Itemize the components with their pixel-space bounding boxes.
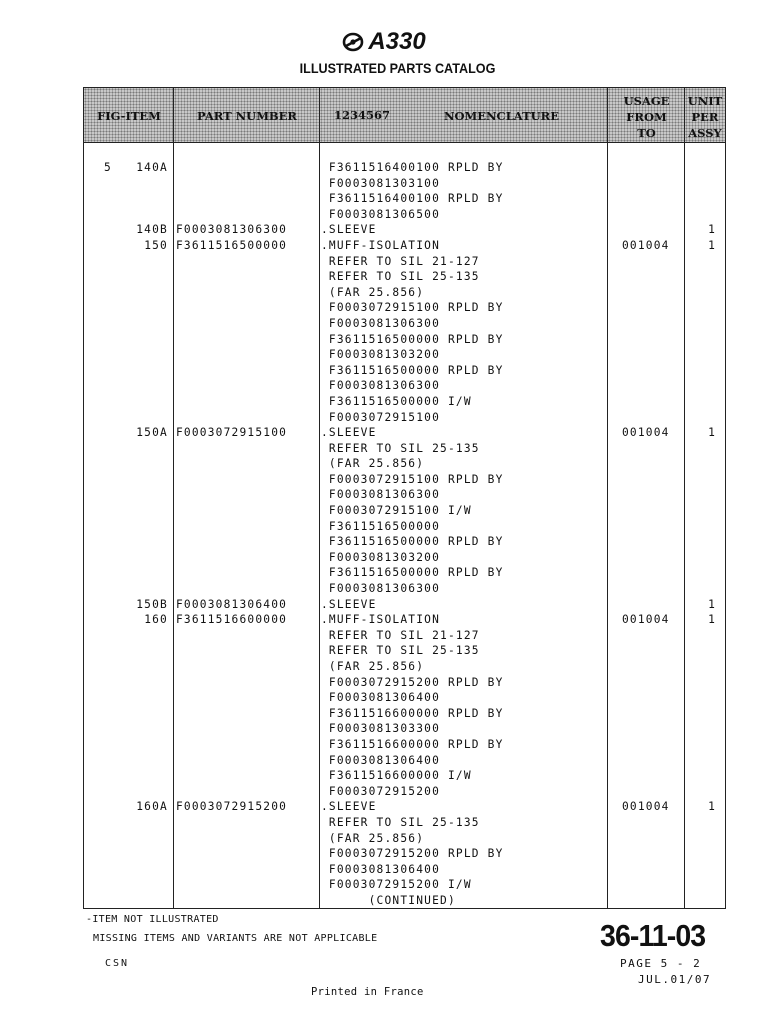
nomenclature-cell: REFER TO SIL 25-135 [321,815,480,829]
item-cell: 150 [144,238,168,252]
nomenclature-cell: .MUFF-ISOLATION [321,238,441,252]
nomenclature-cell: (FAR 25.856) [321,831,425,845]
nomenclature-cell: F3611516500000 I/W [321,394,472,408]
parts-table [83,87,726,909]
unit-per-assy-cell: 1 [708,426,716,440]
fig-cell: 5 [104,161,112,174]
footer-code: CSN [105,958,130,969]
airbus-logo-icon [342,31,366,59]
header-fig-item-label: FIG-ITEM [97,109,161,123]
aircraft-logo [0,28,768,59]
table-row [84,378,724,394]
table-row [84,254,724,270]
usage-cell: 001004 [622,800,670,814]
unit-per-assy-cell: 1 [708,238,716,252]
nomenclature-cell: F0003081306400 [321,862,441,876]
table-row [84,706,724,722]
nomenclature-cell: F0003072915100 RPLD BY [321,472,504,486]
nomenclature-cell: F3611516400100 RPLD BY [321,161,504,174]
nomenclature-cell: F0003072915200 I/W [321,878,472,892]
nomenclature-cell: F0003081306400 [321,753,441,767]
nomenclature-cell: F3611516600000 RPLD BY [321,737,504,751]
page-number: PAGE 5 - 2 [620,957,702,970]
nomenclature-cell: F0003081306500 [321,207,441,221]
header-effectivity-label: 1234567 [334,108,391,122]
table-row [84,347,724,363]
header-assy-label: ASSY [688,126,722,140]
usage-cell: 001004 [622,238,670,252]
table-row [84,877,724,893]
item-cell: 140B [136,223,168,237]
table-row [84,176,724,192]
table-row [84,363,724,379]
table-row [84,643,724,659]
table-row [84,285,724,301]
nomenclature-cell: F0003072915100 [321,410,441,424]
nomenclature-cell: .SLEEVE [321,800,377,814]
table-row [84,581,724,597]
header-usage-from-label: FROM [626,110,667,124]
table-row [84,316,724,332]
table-row [84,191,724,207]
parts-table-body [84,160,724,909]
nomenclature-cell: REFER TO SIL 21-127 [321,628,480,642]
table-row [84,394,724,410]
table-row [84,753,724,769]
nomenclature-cell: F0003072915100 I/W [321,504,472,518]
table-row [84,597,724,613]
nomenclature-cell: F3611516600000 I/W [321,769,472,783]
printed-in-label: Printed in France [311,986,424,998]
header-unit-label: UNIT [687,94,723,108]
table-row [84,534,724,550]
nomenclature-cell: REFER TO SIL 25-135 [321,270,480,284]
table-row [84,690,724,706]
nomenclature-cell: .SLEEVE [321,223,377,237]
table-row [84,160,724,176]
item-cell: 140A [136,161,168,174]
table-row [84,831,724,847]
table-row [84,862,724,878]
part-number-cell: F3611516600000 [176,613,288,627]
table-row [84,846,724,862]
header-usage-label: USAGE [623,94,670,108]
nomenclature-cell: (FAR 25.856) [321,285,425,299]
nomenclature-cell: .SLEEVE [321,426,377,440]
nomenclature-cell: (CONTINUED) [321,893,456,907]
table-row [84,410,724,426]
part-number-cell: F3611516500000 [176,238,288,252]
nomenclature-cell: F0003081303200 [321,550,441,564]
nomenclature-cell: F0003081306400 [321,691,441,705]
nomenclature-cell: .MUFF-ISOLATION [321,613,441,627]
item-cell: 160 [144,613,168,627]
table-row [84,503,724,519]
table-row [84,332,724,348]
table-row [84,768,724,784]
table-row [84,721,724,737]
footnote-not-illustrated: -ITEM NOT ILLUSTRATED [86,914,219,925]
table-row [84,815,724,831]
table-row [84,737,724,753]
table-row [84,487,724,503]
nomenclature-cell: F0003081303100 [321,176,441,190]
document-number: 36-11-03 [600,918,706,953]
nomenclature-cell: REFER TO SIL 21-127 [321,254,480,268]
nomenclature-cell: (FAR 25.856) [321,457,425,471]
nomenclature-cell: F0003072915200 RPLD BY [321,675,504,689]
table-row [84,519,724,535]
table-row [84,238,724,254]
header-part-number-label: PART NUMBER [197,109,297,123]
part-number-cell: F0003072915200 [176,800,288,814]
header-usage [608,88,685,143]
item-cell: 150A [136,426,168,440]
header-part-number [174,88,320,143]
table-row [84,893,724,909]
nomenclature-cell: F3611516600000 RPLD BY [321,706,504,720]
nomenclature-cell: REFER TO SIL 25-135 [321,644,480,658]
part-number-cell: F0003081306400 [176,597,288,611]
table-row [84,222,724,238]
table-row [84,659,724,675]
nomenclature-cell: F0003081306300 [321,379,441,393]
header-unit-per-assy [685,88,725,143]
unit-per-assy-cell: 1 [708,613,716,627]
nomenclature-cell: (FAR 25.856) [321,660,425,673]
nomenclature-cell: F0003081303300 [321,722,441,736]
table-row [84,675,724,691]
unit-per-assy-cell: 1 [708,597,716,611]
usage-cell: 001004 [622,613,670,627]
nomenclature-cell: F3611516500000 RPLD BY [321,535,504,549]
table-row [84,269,724,285]
nomenclature-cell: F0003081306300 [321,582,441,596]
nomenclature-cell: F3611516500000 RPLD BY [321,332,504,346]
table-row [84,628,724,644]
usage-cell: 001004 [622,426,670,440]
aircraft-model: A330 [368,28,426,55]
header-fig-item [84,88,174,143]
unit-per-assy-cell: 1 [708,223,716,237]
table-row [84,300,724,316]
nomenclature-cell: .SLEEVE [321,597,377,611]
header-per-label: PER [691,110,719,124]
header-nomenclature [320,88,608,143]
table-row [84,456,724,472]
table-row [84,425,724,441]
unit-per-assy-cell: 1 [708,800,716,814]
table-row [84,565,724,581]
part-number-cell: F0003081306300 [176,223,288,237]
nomenclature-cell: F3611516500000 RPLD BY [321,566,504,580]
table-row [84,799,724,815]
item-cell: 150B [136,597,168,611]
revision-date: JUL.01/07 [638,973,712,986]
item-cell: 160A [136,800,168,814]
table-row [84,784,724,800]
nomenclature-cell: F3611516500000 [321,519,441,533]
header-nomenclature-label: NOMENCLATURE [444,109,559,123]
nomenclature-cell: F0003081306300 [321,488,441,502]
nomenclature-cell: F3611516400100 RPLD BY [321,192,504,206]
nomenclature-cell: F3611516500000 RPLD BY [321,363,504,377]
catalog-title: ILLUSTRATED PARTS CATALOG [299,60,496,76]
nomenclature-cell: F0003081303200 [321,348,441,362]
nomenclature-cell: REFER TO SIL 25-135 [321,441,480,455]
nomenclature-cell: F0003081306300 [321,316,441,330]
footnote-missing-items: MISSING ITEMS AND VARIANTS ARE NOT APPLICABLE [93,933,378,944]
part-number-cell: F0003072915100 [176,426,288,440]
nomenclature-cell: F0003072915200 [321,784,441,798]
header-usage-to-label: TO [637,126,656,140]
table-row [84,612,724,628]
table-row [84,472,724,488]
table-row [84,550,724,566]
table-row [84,207,724,223]
nomenclature-cell: F0003072915200 RPLD BY [321,847,504,861]
nomenclature-cell: F0003072915100 RPLD BY [321,301,504,315]
table-row [84,441,724,457]
